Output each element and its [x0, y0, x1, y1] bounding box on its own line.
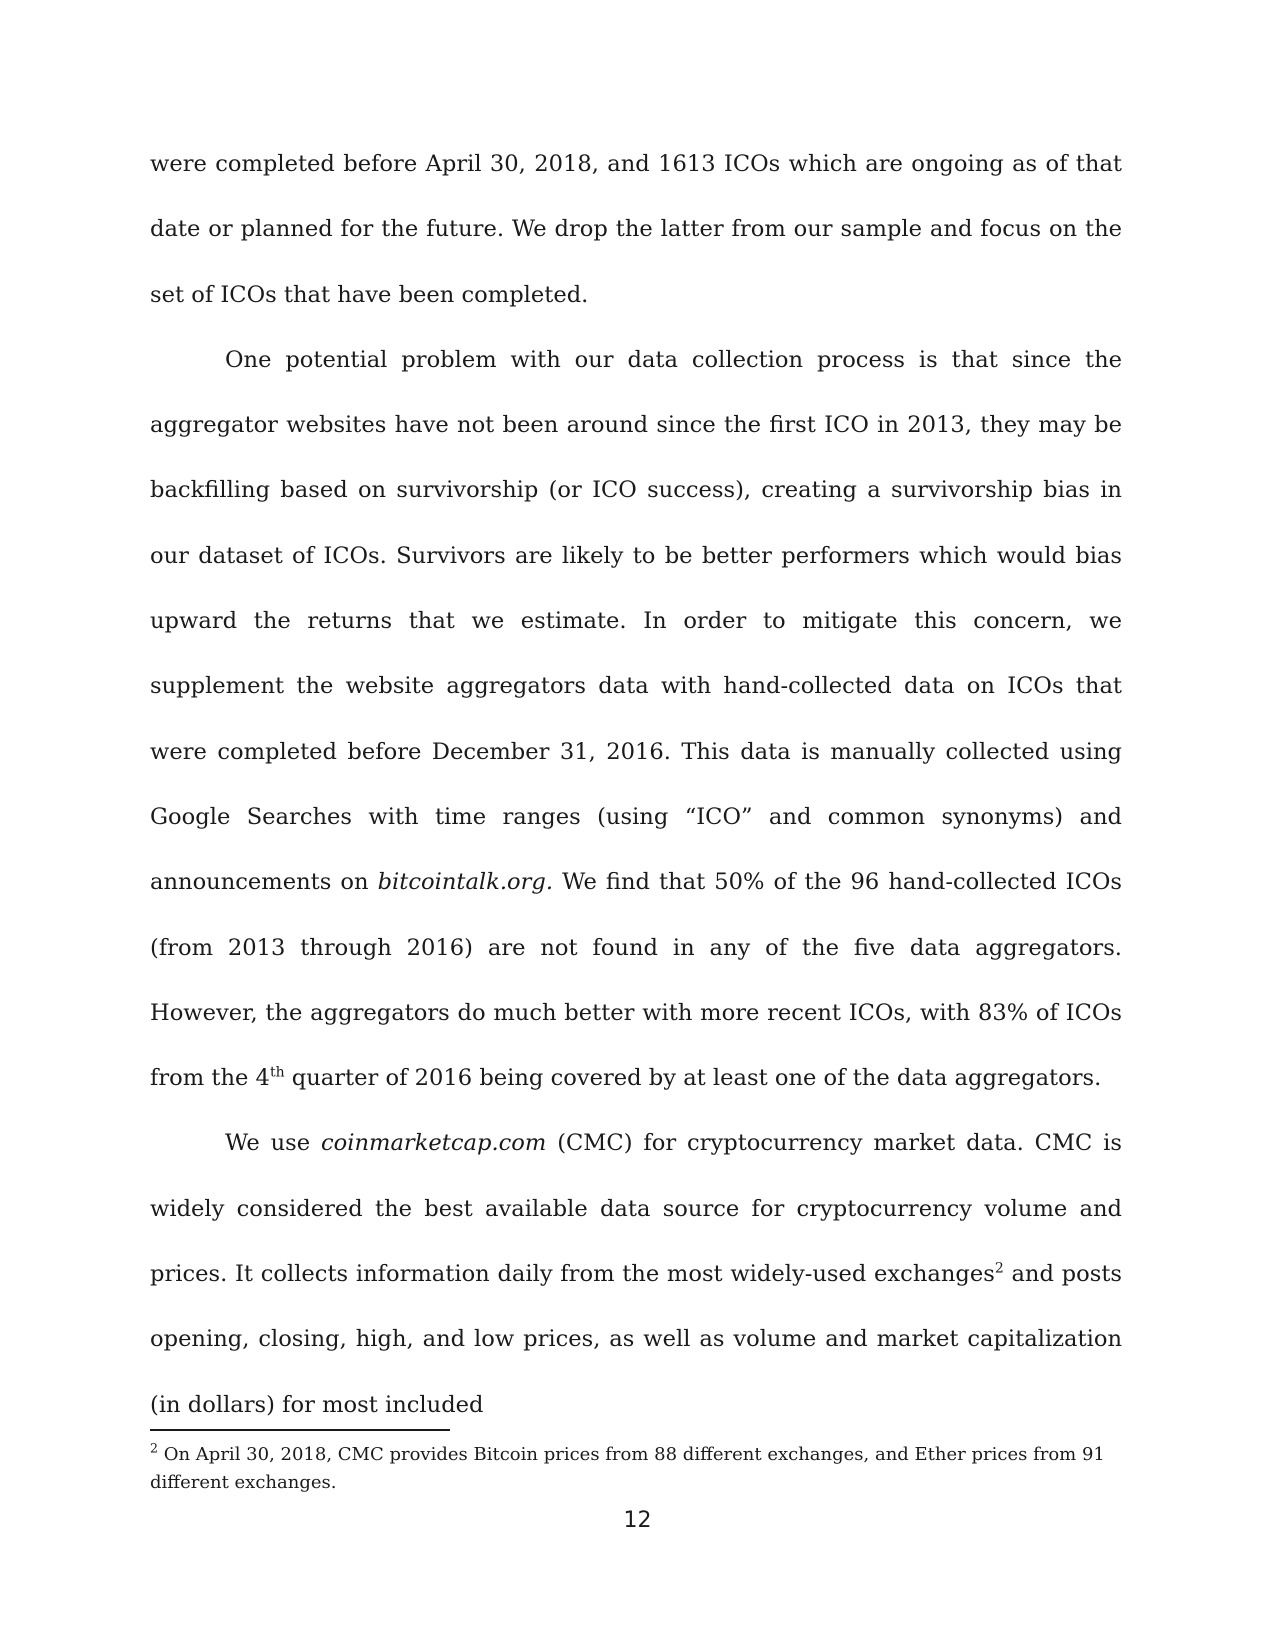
paragraph-2 [150, 328, 1122, 1112]
paragraph-2-text-a: One potential problem with our data collection process is that since the aggregator websites have not been around since the first ICO in 2013, they may be backfilling based on survivorship (or ICO success), creating a survivorship bias in our dataset of ICOs. Survivors are likely to be better performers which would bias upward the returns that we estimate. In order to mitigate this concern, we supplement the website aggregators data with hand-collected data on ICOs that were completed before December 31, 2016. This data is manually collected using Google Searches with time ranges (using “ICO” and common synonyms) and announcements on [150, 346, 1122, 896]
coinmarketcap-reference: coinmarketcap.com [321, 1130, 547, 1157]
ordinal-superscript: th [269, 1064, 285, 1081]
paragraph-2-text-c: quarter of 2016 being covered by at least one of the data aggregators. [284, 1065, 1102, 1092]
footnote-reference-2: 2 [994, 1260, 1004, 1277]
page-number: 12 [623, 1508, 652, 1533]
paragraph-3-text-a: We use [225, 1130, 321, 1157]
footnote-marker: 2 [150, 1440, 159, 1456]
body-text [150, 132, 1122, 1438]
paragraph-3-text-c: and posts opening, closing, high, and low prices, as well as volume and market capitalization (in dollars) for most included [150, 1261, 1122, 1418]
bitcointalk-reference: bitcointalk.org. [377, 869, 554, 896]
paragraph-3-text-b: (CMC) for cryptocurrency market data. CMC is widely considered the best available data source for cryptocurrency volume and prices. It collects information daily from the most widely-used exchanges [150, 1130, 1122, 1288]
footnote-text: On April 30, 2018, CMC provides Bitcoin prices from 88 different exchanges, and Ether prices from 91 different exchanges. [150, 1444, 1105, 1493]
paragraph-2-text-b: We find that 50% of the 96 hand-collected ICOs (from 2013 through 2016) are not found in any of the five data aggregators. However, the aggregators do much better with more recent ICOs, with 83% of ICOs from the 4 [150, 869, 1123, 1092]
paragraph-3 [150, 1111, 1122, 1437]
footnote-separator [150, 1429, 450, 1431]
paragraph-1: were completed before April 30, 2018, and 1613 ICOs which are ongoing as of that date or planned for the future. We drop the latter from our sample and focus on the set of ICOs that have been completed. [150, 151, 1122, 308]
footnote-2 [150, 1441, 1122, 1497]
